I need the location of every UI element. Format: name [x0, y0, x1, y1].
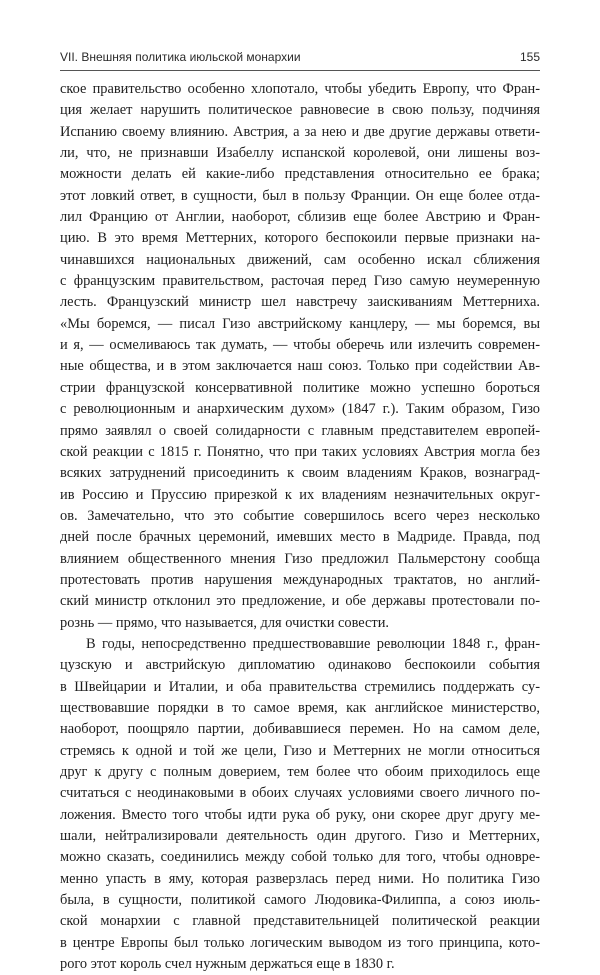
text-line: ществовавшие порядки в то самое время, как английское министерство,: [60, 699, 540, 716]
text-line: ные общества, и в этом заключается наш союз. Только при содействии Ав-: [60, 358, 540, 375]
text-line: наоборот, поощряло партии, добивавшиеся перемен. Но на самом деле,: [60, 721, 540, 738]
text-line: Испанию своему влиянию. Австрия, а за нею и две другие державы ответи-: [60, 123, 540, 140]
text-line: шали, нейтрализировали деятельность один другого. Гизо и Меттерних,: [60, 828, 540, 845]
text-line: ский министр отклонил это предложение, и обе державы протестовали по-: [60, 593, 540, 610]
text-line: чинавшихся национальных движений, сам особенно искал сближения: [60, 251, 540, 268]
text-line: стрии французской консервативной политике можно успешно бороться: [60, 379, 540, 396]
body-text: [60, 79, 540, 975]
text-line: рого этот король счел нужным держаться еще в 1830 г.: [60, 956, 395, 973]
header-rule: [60, 70, 540, 71]
text-line: ской монархии с главной представительницей политической реакции: [60, 913, 540, 930]
text-line: протестовать против нарушения международных трактатов, но англий-: [60, 571, 540, 588]
text-line: ли, что, не признавши Изабеллу испанской королевой, они лишены воз-: [60, 145, 540, 162]
text-line: ов. Замечательно, что это событие совершилось всего через несколько: [60, 507, 540, 524]
text-line: считаться с неодинаковыми в обоих случаях условиями своего личного по-: [60, 785, 540, 802]
running-header: [60, 50, 540, 70]
text-line: ция желает нарушить политическое равновесие в свою пользу, подчиняя: [60, 102, 540, 119]
text-line: этот ловкий ответ, в сущности, был в пользу Франции. Он еще более отда-: [60, 187, 540, 204]
text-line: в Швейцарии и Италии, и оба правительства стремились поддержать су-: [60, 678, 540, 695]
paragraph-2: [60, 634, 540, 975]
text-line: с французским правительством, расточая перед Гизо самую неумеренную: [60, 273, 540, 290]
text-line: «Мы боремся, — писал Гизо австрийскому канцлеру, — мы боремся, вы: [60, 315, 540, 332]
text-line: всяких затруднений присоединить к своим владениям Краков, вознаград-: [60, 465, 540, 482]
text-line: лесть. Французский министр шел навстречу заискиваниям Меттерниха.: [60, 294, 540, 311]
text-line: и я, — осмеливаюсь так думать, — чтобы оберечь или излечить современ-: [60, 337, 540, 354]
text-line: цузскую и австрийскую дипломатию одинаково беспокоили события: [60, 657, 540, 674]
text-line: была, в сущности, политикой самого Людовика-Филиппа, а союз июль-: [60, 892, 540, 909]
text-line: менно упасть в яму, которая разверзлась перед ними. Но политика Гизо: [60, 870, 540, 887]
running-title: VII. Внешняя политика июльской монархии: [60, 50, 301, 64]
paragraph-1: [60, 79, 540, 634]
text-line: в центре Европы был только логическим выводом из того принципа, кото-: [60, 934, 540, 951]
text-line: с революционным и анархическим духом» (1847 г.). Таким образом, Гизо: [60, 401, 540, 418]
text-line: цию. В это время Меттерних, которого беспокоили первые признаки на-: [60, 230, 540, 247]
page-number: 155: [519, 50, 540, 64]
text-line: В годы, непосредственно предшествовавшие революции 1848 г., фран-: [86, 635, 540, 652]
text-line: ив Россию и Пруссию прирезкой к их владениям незначительных округ-: [60, 486, 540, 503]
text-line: лил Францию от Англии, наоборот, сблизив еще более Австрию и Фран-: [60, 209, 540, 226]
text-line: ложения. Вместо того чтобы идти рука об руку, они скорее друг другу ме-: [60, 806, 540, 823]
text-line: стремясь к одной и той же цели, Гизо и Меттерних не могли относиться: [60, 742, 540, 759]
text-line: ской реакции с 1815 г. Понятно, что при таких условиях Австрия могла без: [60, 443, 540, 460]
text-line: прямо заявлял о своей солидарности с главным представителем европей-: [60, 422, 540, 439]
text-line: друг к другу с полным доверием, тем более что обоим приходилось еще: [60, 764, 540, 780]
text-line: можно сказать, соединились между собой только для того, чтобы одновре-: [60, 849, 540, 866]
text-line: влиянием общественного мнения Гизо предложил Пальмерстону сообща: [60, 550, 540, 567]
text-line: ское правительство особенно хлопотало, чтобы убедить Европу, что Фран-: [60, 81, 540, 97]
text-line: рознь — прямо, что называется, для очистки совести.: [60, 614, 390, 631]
text-line: можности делать ей какие-либо представления относительно ее брака;: [60, 166, 540, 183]
text-line: дней после брачных церемоний, имевших место в Мадриде. Правда, под: [60, 529, 540, 546]
